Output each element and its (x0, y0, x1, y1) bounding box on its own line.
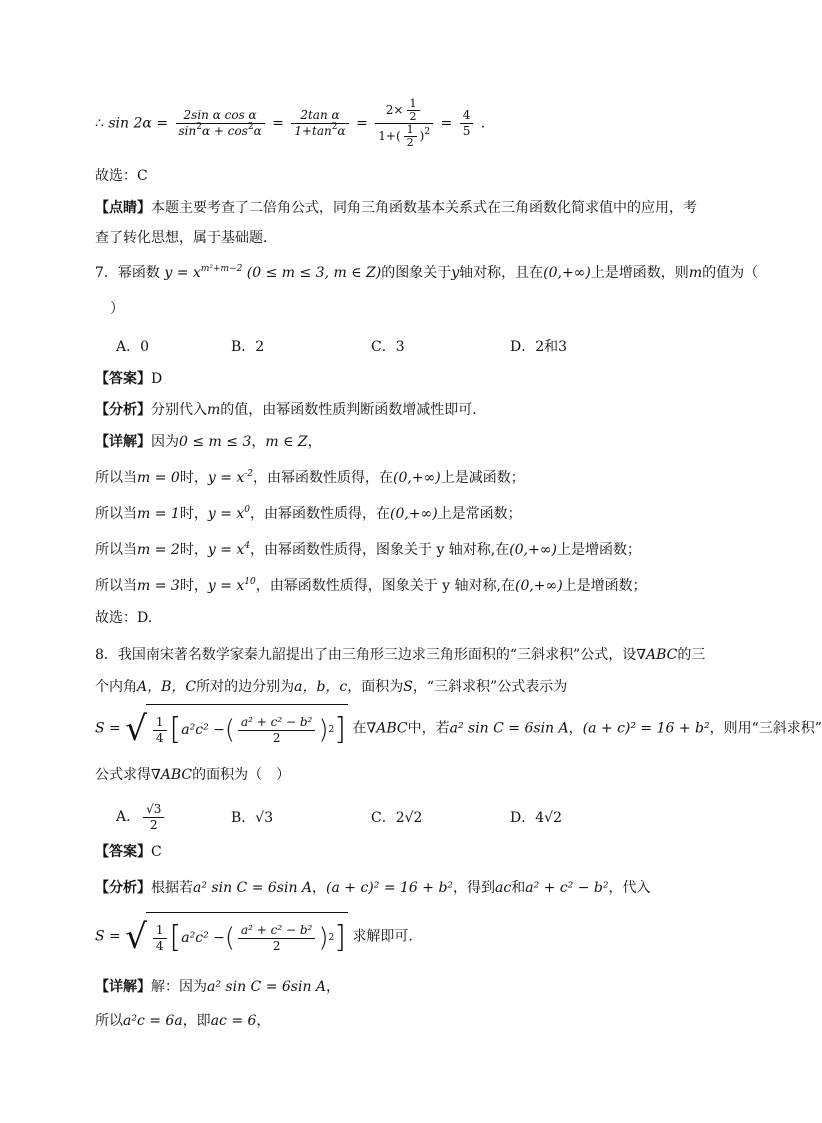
q8-stem-line-4 (95, 765, 704, 785)
stem-text: ，则用“三斜求积” (709, 720, 822, 737)
q7-case-2 (95, 540, 704, 560)
separator: ， (568, 720, 583, 737)
condition-eq2: (a + c)² = 16 + b² (326, 880, 454, 896)
q7-option-c: C．3 (371, 339, 405, 355)
q7-case-3 (95, 576, 704, 596)
fraction-denominator: 4 (153, 938, 167, 954)
right-paren: ) (318, 923, 329, 953)
q7-option-b: B．2 (231, 339, 265, 355)
case-text: 所以当 (95, 506, 137, 522)
den-part: α (253, 124, 262, 138)
stem-text: 的值为（ (702, 265, 759, 281)
ac-term: a²c² − (181, 722, 225, 738)
equals-sign: = (440, 115, 453, 132)
case-function (208, 578, 256, 594)
detail-text: 所以 (95, 1013, 123, 1029)
stem-text: ，面积为 (347, 679, 404, 695)
var-y: y (451, 265, 460, 281)
right-bracket: ] (334, 712, 346, 747)
case-text: 所以当 (95, 470, 137, 486)
var-m: m (688, 265, 703, 281)
answer-value: D (151, 371, 163, 387)
fraction-denominator: 4 (153, 730, 167, 746)
q7-choice (95, 608, 704, 628)
inner-fraction (404, 124, 417, 149)
function-exponent: -2 (244, 469, 254, 479)
fraction-numerator: 1 (155, 922, 164, 937)
q8-option-a (116, 800, 167, 834)
analysis-text: 根据若 (151, 880, 193, 896)
case-text: 上是减函数； (440, 470, 525, 486)
detail-tag: 【详解】 (95, 434, 151, 450)
den-part: 1+( (378, 129, 401, 143)
separator: ， (312, 880, 327, 896)
condition: 0 ≤ m ≤ 3 (179, 434, 252, 450)
sin2a-formula (95, 98, 704, 149)
fraction-numerator: 2tan α (300, 108, 340, 122)
period: . (480, 115, 486, 132)
separator: ， (251, 434, 266, 450)
answer-value: C (151, 844, 162, 860)
choice-text: 故选：D. (95, 610, 153, 626)
q8-stem-line-1 (95, 645, 704, 665)
q8-analysis (95, 878, 704, 898)
fraction-denominator: $1+\tan^2\alpha$ (291, 123, 348, 139)
q8-answer (95, 842, 704, 862)
fraction-tan (291, 108, 348, 139)
stem-text: 的图象关于 (381, 265, 452, 281)
triangle-abc: ∇ABC (151, 767, 193, 783)
stem-text: 上是增函数，则 (590, 265, 689, 281)
interval: (0,+∞) (509, 542, 557, 558)
quarter-fraction (153, 715, 167, 746)
fraction-numerator: 4 (462, 108, 471, 122)
equals-sign: = (356, 115, 368, 132)
inner-denominator: 2 (404, 136, 417, 149)
case-m: m = 1 (137, 506, 180, 522)
case-text: ，由幂函数性质得，在 (253, 470, 394, 486)
q7-case-0 (95, 468, 704, 488)
cosine-fraction (238, 923, 315, 954)
num-part: 2× (385, 103, 404, 117)
fraction-denominator: 2 (238, 730, 315, 746)
inner-fraction (407, 98, 420, 123)
q8-detail (95, 977, 704, 997)
case-function (208, 506, 250, 522)
condition: (0 ≤ m ≤ 3, m ∈ Z) (246, 265, 382, 281)
stem-text: 公式求得 (95, 767, 151, 783)
triangle-abc: ∇ABC (366, 720, 408, 737)
function-exponent: m²+m−2 (200, 264, 243, 274)
derived-eq: ac = 6 (210, 1013, 257, 1029)
case-function (208, 470, 253, 486)
case-text: ，由幂函数性质得，图象关于 y 轴对称,在 (250, 542, 510, 558)
case-m: m = 0 (137, 470, 180, 486)
stem-text: 在 (352, 720, 367, 737)
fraction-numerator: a² + c² − b² (241, 714, 313, 729)
function-exponent: 0 (244, 505, 250, 515)
q7-answer (95, 369, 704, 389)
right-bracket: ] (334, 920, 346, 955)
case-text: 上是增函数； (556, 542, 641, 558)
qin-formula (125, 912, 348, 961)
stem-text: 个内角 (95, 679, 137, 695)
fraction-denominator: $\sin^2\alpha + \cos^2\alpha$ (176, 123, 265, 139)
q8-stem-line-3 (95, 704, 822, 753)
inner-denominator: 2 (407, 110, 420, 123)
function-exponent: 10 (244, 577, 256, 587)
remark-tag: 【点睛】 (95, 200, 151, 216)
side-vars: a，b，c (294, 679, 348, 695)
case-text: 上是增函数； (562, 578, 647, 594)
q8-stem-line-2 (95, 677, 704, 697)
fraction-numerator: 1 (155, 714, 164, 729)
left-paren: ( (224, 715, 236, 745)
radical-sign: √ (125, 916, 147, 957)
stem-text: 8．我国南宋著名数学家秦九韶提出了由三角形三边求三角形面积的“三斜求积”公式，设 (95, 647, 637, 663)
den-part: ) (419, 129, 425, 143)
equals-sign: = (272, 115, 284, 132)
quarter-fraction (153, 923, 167, 954)
case-text: 所以当 (95, 542, 137, 558)
condition: m ∈ Z (265, 434, 308, 450)
q8-analysis-formula (95, 912, 704, 961)
separator: ， (256, 1013, 271, 1029)
analysis-text: 和 (511, 880, 526, 896)
therefore-symbol: ∴ (95, 115, 104, 132)
radical-body: $\frac{1}{4}$ [ a²c² − ( $\frac{\text{a² + c² − b²}}{2}$ ) 2 ] (146, 704, 348, 753)
q6-choice (95, 166, 704, 186)
option-label: C． (371, 810, 396, 826)
stem-text: 所对的边分别为 (196, 679, 295, 695)
q7-option-a: A．0 (116, 339, 150, 355)
interval: (0,+∞) (543, 265, 591, 281)
inner-numerator: 1 (409, 97, 417, 110)
q7-stem (95, 263, 759, 283)
q6-remark-line-1 (95, 198, 704, 218)
q7-detail (95, 432, 704, 452)
condition-eq2: (a + c)² = 16 + b² (582, 720, 710, 737)
analysis-text: ，代入 (608, 880, 651, 896)
left-bracket: [ (169, 712, 182, 747)
formula-lhs: sin 2α (108, 115, 152, 132)
case-text: 上是常函数； (437, 506, 522, 522)
fraction-result (460, 108, 474, 139)
power-function (164, 265, 242, 281)
q7-option-d: D．2和3 (510, 339, 568, 355)
analysis-text: 的值，由幂函数性质判断函数增减性即可. (220, 402, 477, 418)
fraction-denominator: 5 (460, 123, 474, 139)
den-part: α (337, 124, 346, 138)
option-value: √3 (255, 810, 274, 826)
option-label: B． (231, 810, 256, 826)
equals-sign: = (156, 115, 169, 132)
var-m: m (207, 402, 221, 418)
fraction-numerator: 2sin α cos α (183, 108, 257, 122)
den-part: α + cos (201, 124, 248, 138)
left-bracket: [ (169, 920, 182, 955)
stem-text: 轴对称，且在 (459, 265, 544, 281)
function-base: y = x (207, 506, 245, 522)
q8-option-c (371, 807, 422, 827)
q7-case-1 (95, 504, 704, 524)
q7-stem-close (110, 299, 704, 319)
stem-text: 的三 (677, 647, 706, 663)
fraction-denominator: 2 (143, 817, 164, 833)
remark-text: 本题主要考查了二倍角公式，同角三角函数基本关系式在三角函数化简求值中的应用，考 (151, 200, 697, 216)
fraction-numerator: a² + c² − b² (241, 922, 313, 937)
stem-text: 7．幂函数 (95, 265, 160, 281)
option-value: 2√2 (395, 810, 423, 826)
analysis-tag: 【分析】 (95, 880, 151, 896)
case-m: m = 3 (137, 578, 180, 594)
option-label: D． (510, 810, 536, 826)
fraction-numerator (375, 98, 433, 123)
option-value: 4√2 (535, 810, 562, 826)
q6-remark-line-2 (95, 228, 704, 248)
detail-text: 解：因为 (151, 979, 207, 995)
fraction-denominator: 2 (238, 938, 315, 954)
case-text: 时， (179, 542, 208, 558)
condition-eq1: a² sin C = 6sin A (207, 979, 327, 995)
answer-tag: 【答案】 (95, 844, 151, 860)
cosine-fraction (238, 715, 315, 746)
right-paren: ) (318, 715, 329, 745)
derived-eq: a²c = 6a (123, 1013, 183, 1029)
stem-text: 的面积为（ ） (192, 767, 291, 783)
detail-tag: 【详解】 (95, 979, 151, 995)
inner-numerator: 1 (406, 123, 414, 136)
separator: ， (326, 979, 341, 995)
var-s: S (403, 679, 413, 695)
remark-text: 查了转化思想，属于基础题． (95, 230, 277, 246)
radical-body: $\frac{1}{4}$ [ a²c² − ( $\frac{\text{a² + c² − b²}}{2}$ ) 2 ] (146, 912, 348, 961)
formula-s: S = (95, 720, 121, 737)
fraction-compound (375, 98, 433, 149)
formula-s: S = (95, 928, 121, 945)
analysis-tag: 【分析】 (95, 402, 151, 418)
left-paren: ( (224, 923, 236, 953)
function-base: y = x (164, 265, 201, 281)
q8-option-d (510, 807, 562, 827)
case-function (208, 542, 250, 558)
den-part: sin (178, 124, 197, 138)
q8-option-b (231, 807, 273, 827)
side-expression: a² + c² − b² (525, 880, 609, 896)
condition-eq1: a² sin C = 6sin A (449, 720, 569, 737)
stem-close-paren: ） (110, 301, 124, 317)
q7-analysis (95, 400, 704, 420)
case-text: ，由幂函数性质得，图象关于 y 轴对称,在 (255, 578, 515, 594)
case-text: 时， (179, 578, 208, 594)
function-base: y = x (207, 470, 245, 486)
fraction-sin-cos (176, 108, 265, 139)
detail-text: ，即 (182, 1013, 211, 1029)
ac-term: a²c² − (181, 930, 225, 946)
case-text: 时， (179, 470, 208, 486)
function-exponent: 4 (244, 541, 250, 551)
function-base: y = x (207, 578, 245, 594)
analysis-text: 分别代入 (151, 402, 207, 418)
option-fraction (143, 802, 164, 833)
case-text: ，由幂函数性质得，在 (250, 506, 390, 522)
function-base: y = x (207, 542, 245, 558)
fraction-numerator: √3 (146, 801, 162, 816)
condition-eq1: a² sin C = 6sin A (193, 880, 313, 896)
choice-text: 故选：C (95, 168, 148, 184)
stem-text: 中，若 (407, 720, 450, 737)
analysis-text: 求解即可. (352, 928, 413, 945)
detail-text: 因为 (151, 434, 179, 450)
analysis-text: ，得到 (453, 880, 496, 896)
answer-tag: 【答案】 (95, 371, 151, 387)
triangle-abc: ∇ABC (636, 647, 678, 663)
den-part: 1+tan (294, 124, 332, 138)
option-label: A． (116, 809, 141, 825)
separator: ， (307, 434, 322, 450)
angle-vars: A，B，C (137, 679, 197, 695)
ac-product: ac (495, 880, 512, 896)
radical-sign: √ (125, 708, 147, 749)
case-m: m = 2 (137, 542, 180, 558)
stem-text: ，“三斜求积”公式表示为 (412, 679, 568, 695)
q8-detail-line-2 (95, 1011, 704, 1031)
case-text: 时， (179, 506, 208, 522)
interval: (0,+∞) (390, 506, 438, 522)
interval: (0,+∞) (514, 578, 563, 594)
fraction-denominator: 1+( $\frac{1}{2}$ )$^2$ (375, 123, 433, 149)
case-text: 所以当 (95, 578, 137, 594)
qin-formula (125, 704, 348, 753)
interval: (0,+∞) (393, 470, 441, 486)
